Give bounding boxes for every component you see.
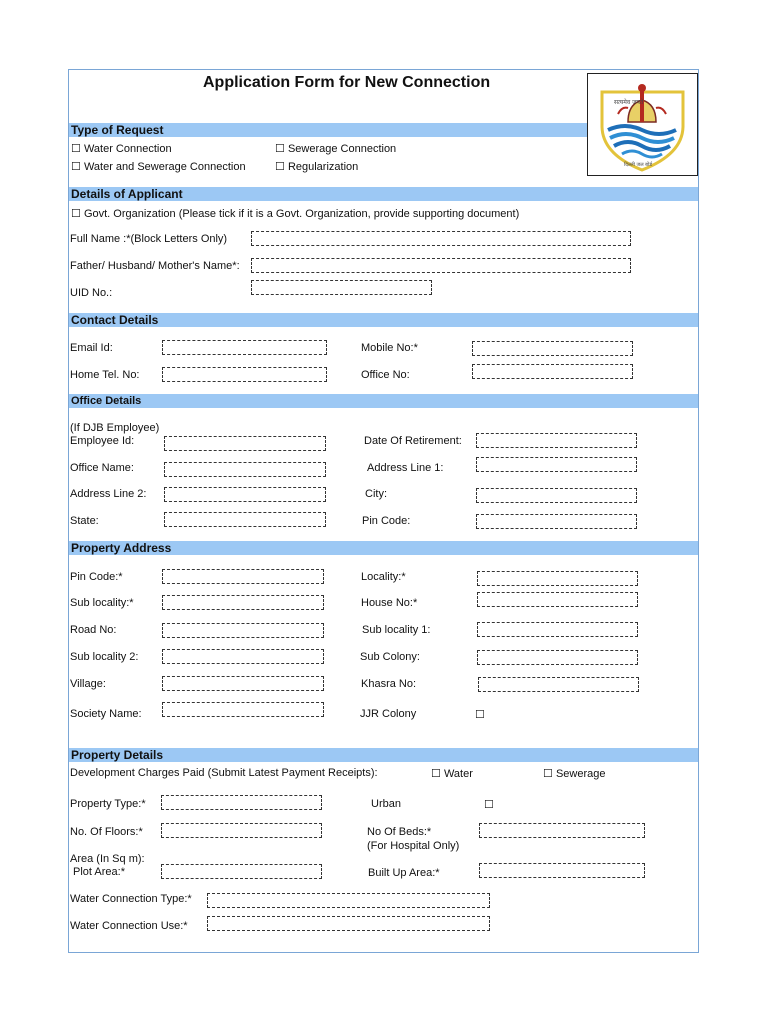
address2-field[interactable] [164,487,326,502]
city-field[interactable] [476,488,637,503]
section-title: Office Details [71,395,142,407]
sub-locality2-label: Sub locality 2: [70,651,139,663]
society-field[interactable] [162,702,324,717]
section-title: Property Address [71,541,172,555]
address2-label: Address Line 2: [70,488,147,500]
full-name-label: Full Name :*(Block Letters Only) [70,233,228,245]
urban-label: Urban [371,798,401,810]
retirement-label: Date Of Retirement: [364,435,462,447]
area-label: Area (In Sq m): [70,853,145,865]
built-up-label: Built Up Area:* [368,867,440,879]
office-note: (If DJB Employee) [70,422,160,434]
logo-caption-top: सत्यमेव जयते [614,99,644,106]
office-no-label: Office No: [361,369,410,381]
road-no-field[interactable] [162,623,324,638]
conn-use-label: Water Connection Use:* [70,920,188,932]
locality-label: Locality:* [361,571,406,583]
property-type-label: Property Type:* [70,798,146,810]
mobile-field[interactable] [472,341,633,356]
jjr-label: JJR Colony [360,708,417,720]
djb-logo [587,73,698,176]
sub-locality1-field[interactable] [477,622,638,637]
urban-checkbox[interactable]: ☐ [484,799,494,811]
section-title: Details of Applicant [71,187,183,201]
village-field[interactable] [162,676,324,691]
locality-field[interactable] [477,571,638,586]
djb-emblem-icon [588,74,697,175]
uid-label: UID No.: [70,287,113,299]
retirement-field[interactable] [476,433,637,448]
section-type-of-request [69,123,587,137]
road-no-label: Road No: [70,624,117,636]
sub-locality-label: Sub locality:* [70,597,134,609]
email-field[interactable] [162,340,327,355]
state-field[interactable] [164,512,326,527]
sub-colony-label: Sub Colony: [360,651,420,663]
built-up-field[interactable] [479,863,645,878]
address1-field[interactable] [476,457,637,472]
society-label: Society Name: [70,708,142,720]
office-pin-label: Pin Code: [362,515,411,527]
dev-water-option[interactable]: ☐ Water [431,768,473,780]
conn-type-field[interactable] [207,893,490,908]
office-name-label: Office Name: [70,462,134,474]
khasra-label: Khasra No: [361,678,417,690]
logo-caption-bottom: दिल्ली जल बोर्ड [624,162,652,168]
sub-locality1-label: Sub locality 1: [362,624,431,636]
sub-locality2-field[interactable] [162,649,324,664]
checkbox-icon[interactable]: ☐ [71,143,81,155]
checkbox-icon[interactable]: ☐ [275,143,285,155]
state-label: State: [70,515,99,527]
uid-field[interactable] [251,280,432,295]
checkbox-icon[interactable]: ☐ [431,768,441,780]
khasra-field[interactable] [478,677,639,692]
beds-note: (For Hospital Only) [367,840,460,852]
full-name-field[interactable] [251,231,631,246]
home-tel-field[interactable] [162,367,327,382]
section-contact [69,313,698,327]
house-no-field[interactable] [477,592,638,607]
checkbox-icon[interactable]: ☐ [71,208,81,220]
checkbox-icon[interactable]: ☐ [71,161,81,173]
page-title: Application Form for New Connection [203,74,491,91]
section-office [69,394,698,408]
employee-id-label: Employee Id: [70,435,135,447]
floors-label: No. Of Floors:* [70,826,143,838]
option-water-connection[interactable]: ☐ Water Connection [71,143,172,155]
govt-org-option[interactable]: ☐ Govt. Organization (Please tick if it is a Govt. Organization, provide supporting document) [71,208,520,220]
relative-name-label: Father/ Husband/ Mother's Name*: [70,260,240,272]
property-type-field[interactable] [161,795,322,810]
form-page [68,69,699,953]
dev-charges-label: Development Charges Paid (Submit Latest Payment Receipts): [70,767,378,779]
conn-type-label: Water Connection Type:* [70,893,192,905]
office-no-field[interactable] [472,364,633,379]
checkbox-icon[interactable]: ☐ [543,768,553,780]
section-title: Type of Request [71,123,164,137]
dev-sewerage-option[interactable]: ☐ Sewerage [543,768,606,780]
office-name-field[interactable] [164,462,326,477]
prop-pin-label: Pin Code:* [70,571,123,583]
option-water-sewerage[interactable]: ☐ Water and Sewerage Connection [71,161,246,173]
mobile-label: Mobile No:* [361,342,418,354]
employee-id-field[interactable] [164,436,326,451]
checkbox-icon[interactable]: ☐ [275,161,285,173]
beds-field[interactable] [479,823,645,838]
plot-area-label: Plot Area:* [73,866,125,878]
floors-field[interactable] [161,823,322,838]
office-pin-field[interactable] [476,514,637,529]
sub-locality-field[interactable] [162,595,324,610]
city-label: City: [365,488,387,500]
jjr-checkbox[interactable]: ☐ [475,709,485,721]
house-no-label: House No:* [361,597,418,609]
conn-use-field[interactable] [207,916,490,931]
relative-name-field[interactable] [251,258,631,273]
option-regularization[interactable]: ☐ Regularization [275,161,359,173]
section-property-address [69,541,698,555]
section-title: Contact Details [71,313,159,327]
beds-label: No Of Beds:* [367,826,432,838]
prop-pin-field[interactable] [162,569,324,584]
section-property-details [69,748,698,762]
sub-colony-field[interactable] [477,650,638,665]
section-title: Property Details [71,748,164,762]
address1-label: Address Line 1: [367,462,444,474]
option-sewerage-connection[interactable]: ☐ Sewerage Connection [275,143,397,155]
plot-area-field[interactable] [161,864,322,879]
email-label: Email Id: [70,342,113,354]
home-tel-label: Home Tel. No: [70,369,140,381]
section-applicant [69,187,698,201]
village-label: Village: [70,678,106,690]
